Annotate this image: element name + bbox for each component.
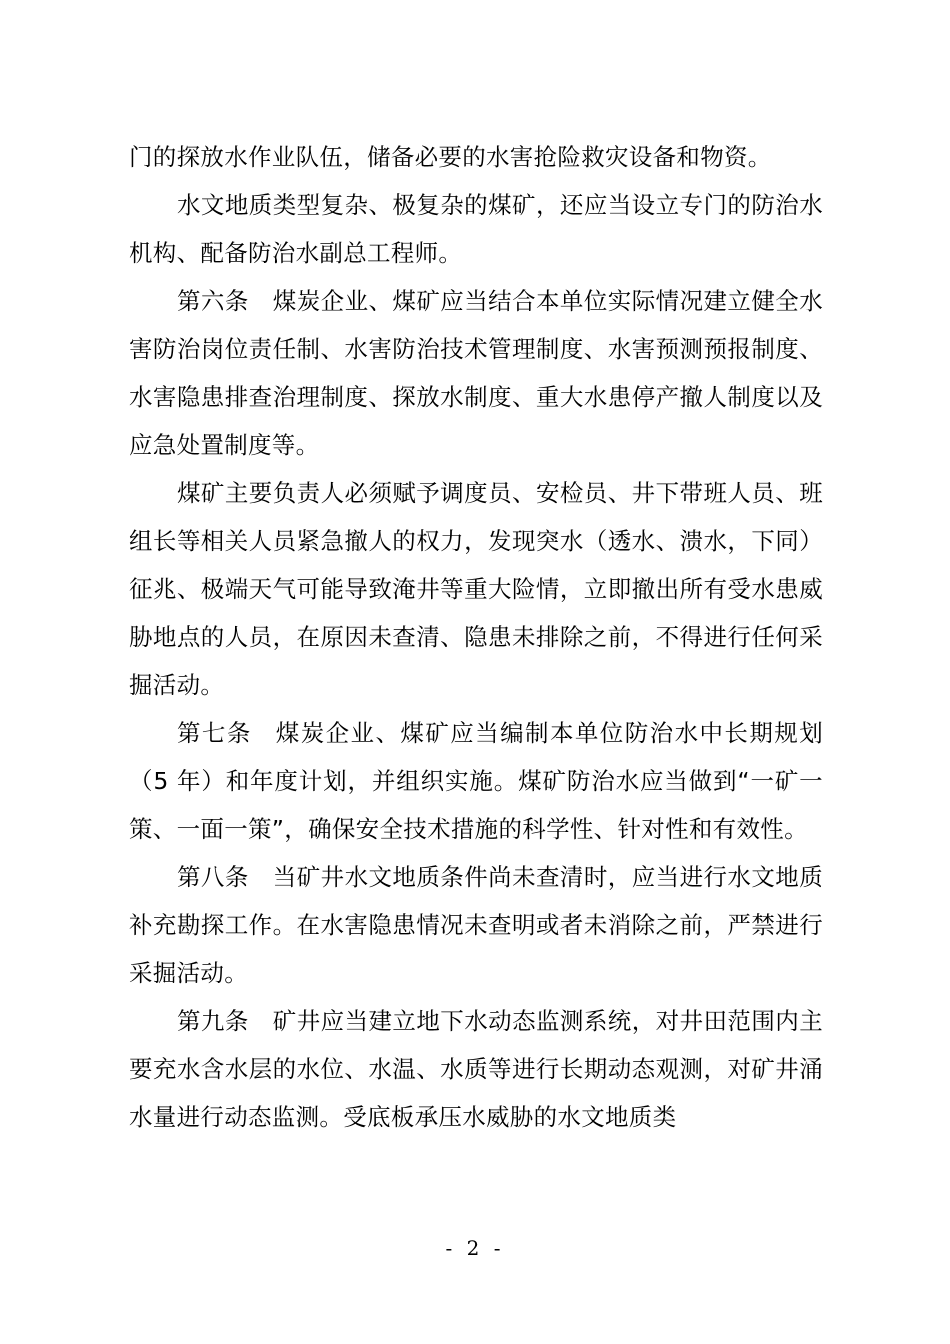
article-number: 第六条	[177, 287, 249, 315]
paragraph-text: 当矿井水文地质条件尚未查清时，应当进行水文地质补充勘探工作。在水害隐患情况未查明或者未消除之前，严禁进行采掘活动。	[129, 863, 824, 987]
paragraph-2	[129, 181, 823, 277]
paragraph-text: 矿井应当建立地下水动态监测系统，对井田范围内主要充水含水层的水位、水温、水质等进行长期动态观测，对矿井涌水量进行动态监测。受底板承压水威胁的水文地质类	[129, 1007, 824, 1131]
article-8	[129, 853, 823, 997]
article-6	[129, 277, 823, 469]
paragraph-4	[129, 469, 823, 709]
paragraph-text: 煤矿主要负责人必须赋予调度员、安检员、井下带班人员、班组长等相关人员紧急撤人的权力，发现突水（透水、溃水，下同）征兆、极端天气可能导致淹井等重大险情，立即撤出所有受水患威胁地点的人员，在原因未查清、隐患未排除之前，不得进行任何采掘活动。	[129, 479, 823, 699]
document-body	[129, 133, 823, 1141]
article-number: 第九条	[177, 1007, 249, 1035]
paragraph-text: 水文地质类型复杂、极复杂的煤矿，还应当设立专门的防治水机构、配备防治水副总工程师。	[129, 191, 823, 267]
article-number: 第八条	[177, 863, 249, 891]
paragraph-text: 煤炭企业、煤矿应当编制本单位防治水中长期规划（5 年）和年度计划，并组织实施。煤矿防治水应当做到“一矿一策、一面一策”，确保安全技术措施的科学性、针对性和有效性。	[129, 719, 823, 843]
article-number: 第七条	[177, 719, 252, 747]
paragraph-1	[129, 133, 823, 181]
paragraph-text: 门的探放水作业队伍，储备必要的水害抢险救灾设备和物资。	[129, 143, 772, 171]
paragraph-text: 煤炭企业、煤矿应当结合本单位实际情况建立健全水害防治岗位责任制、水害防治技术管理制度、水害预测预报制度、水害隐患排查治理制度、探放水制度、重大水患停产撤人制度以及应急处置制度等。	[129, 287, 824, 459]
article-9	[129, 997, 823, 1141]
page-number: - 2 -	[445, 1236, 505, 1260]
article-7	[129, 709, 823, 853]
